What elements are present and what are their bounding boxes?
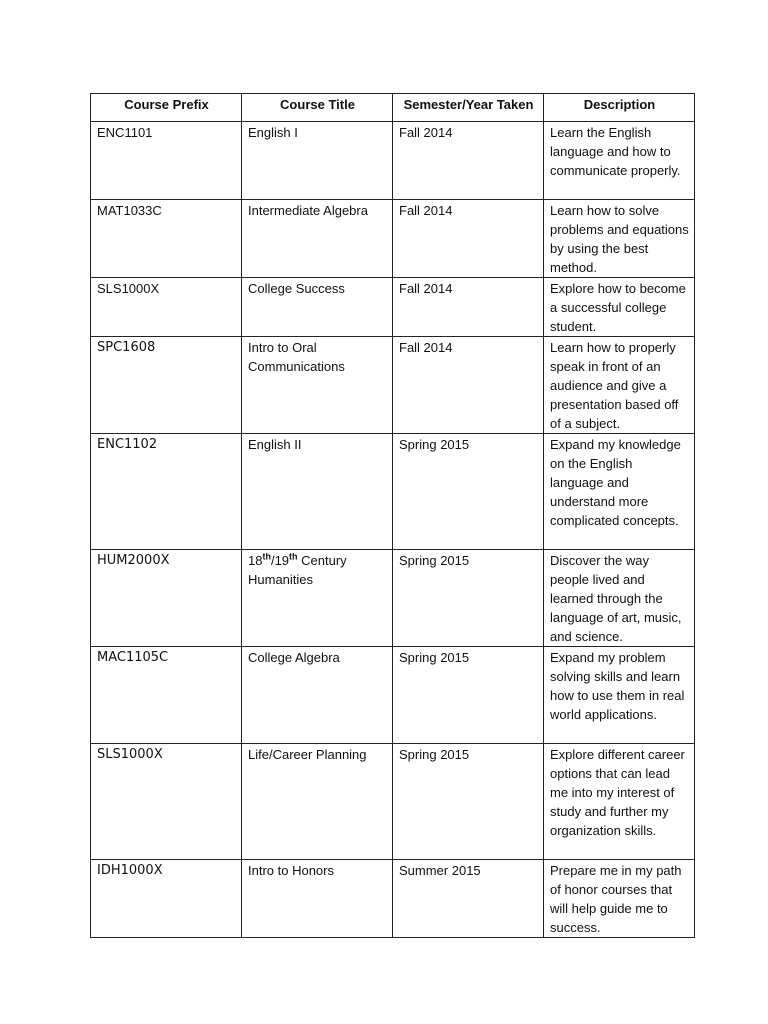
cell-course-title: College Success [242,278,393,337]
table-row [91,200,695,278]
cell-description: Expand my knowledge on the English language and understand more complicated concepts. [544,434,695,550]
cell-semester: Spring 2015 [393,647,544,744]
cell-course-title: Life/Career Planning [242,744,393,860]
cell-semester: Summer 2015 [393,860,544,938]
cell-course-title: College Algebra [242,647,393,744]
title-superscript: th [262,551,271,562]
cell-description: Prepare me in my path of honor courses that will help guide me to success. [544,860,695,938]
table-header-row [91,94,695,122]
table-row [91,278,695,337]
cell-course-title [242,550,393,647]
cell-semester: Spring 2015 [393,744,544,860]
cell-description: Discover the way people lived and learned through the language of art, music, and science. [544,550,695,647]
table-row [91,744,695,860]
table-row [91,647,695,744]
cell-description: Explore different career options that can lead me into my interest of study and further my organization skills. [544,744,695,860]
cell-semester: Spring 2015 [393,434,544,550]
cell-course-prefix: HUM2000X [91,550,242,647]
title-superscript: th [289,551,298,562]
header-semester-year: Semester/Year Taken [393,94,544,122]
cell-semester: Fall 2014 [393,337,544,434]
title-part: Century Humanities [248,553,347,587]
cell-course-prefix: SLS1000X [91,744,242,860]
table-row [91,337,695,434]
cell-semester: Fall 2014 [393,122,544,200]
table-row [91,122,695,200]
cell-course-title: Intro to Honors [242,860,393,938]
cell-course-prefix: MAT1033C [91,200,242,278]
table-row [91,860,695,938]
cell-description: Expand my problem solving skills and learn how to use them in real world applications. [544,647,695,744]
cell-semester: Fall 2014 [393,278,544,337]
cell-description: Learn the English language and how to communicate properly. [544,122,695,200]
cell-course-prefix: SPC1608 [91,337,242,434]
cell-course-prefix: IDH1000X [91,860,242,938]
table-row [91,434,695,550]
cell-description: Explore how to become a successful college student. [544,278,695,337]
header-course-prefix: Course Prefix [91,94,242,122]
cell-course-title: English II [242,434,393,550]
table-row [91,550,695,647]
cell-course-prefix: ENC1102 [91,434,242,550]
cell-description: Learn how to solve problems and equations by using the best method. [544,200,695,278]
cell-course-prefix: ENC1101 [91,122,242,200]
title-part: /19 [270,553,290,568]
cell-course-prefix: MAC1105C [91,647,242,744]
cell-course-title: Intermediate Algebra [242,200,393,278]
cell-semester: Fall 2014 [393,200,544,278]
cell-course-prefix: SLS1000X [91,278,242,337]
title-part: 18 [248,553,263,568]
header-description: Description [544,94,695,122]
header-course-title: Course Title [242,94,393,122]
cell-course-title: English I [242,122,393,200]
course-table [90,93,695,938]
cell-semester: Spring 2015 [393,550,544,647]
cell-course-title: Intro to Oral Communications [242,337,393,434]
cell-description: Learn how to properly speak in front of an audience and give a presentation based off of a subject. [544,337,695,434]
